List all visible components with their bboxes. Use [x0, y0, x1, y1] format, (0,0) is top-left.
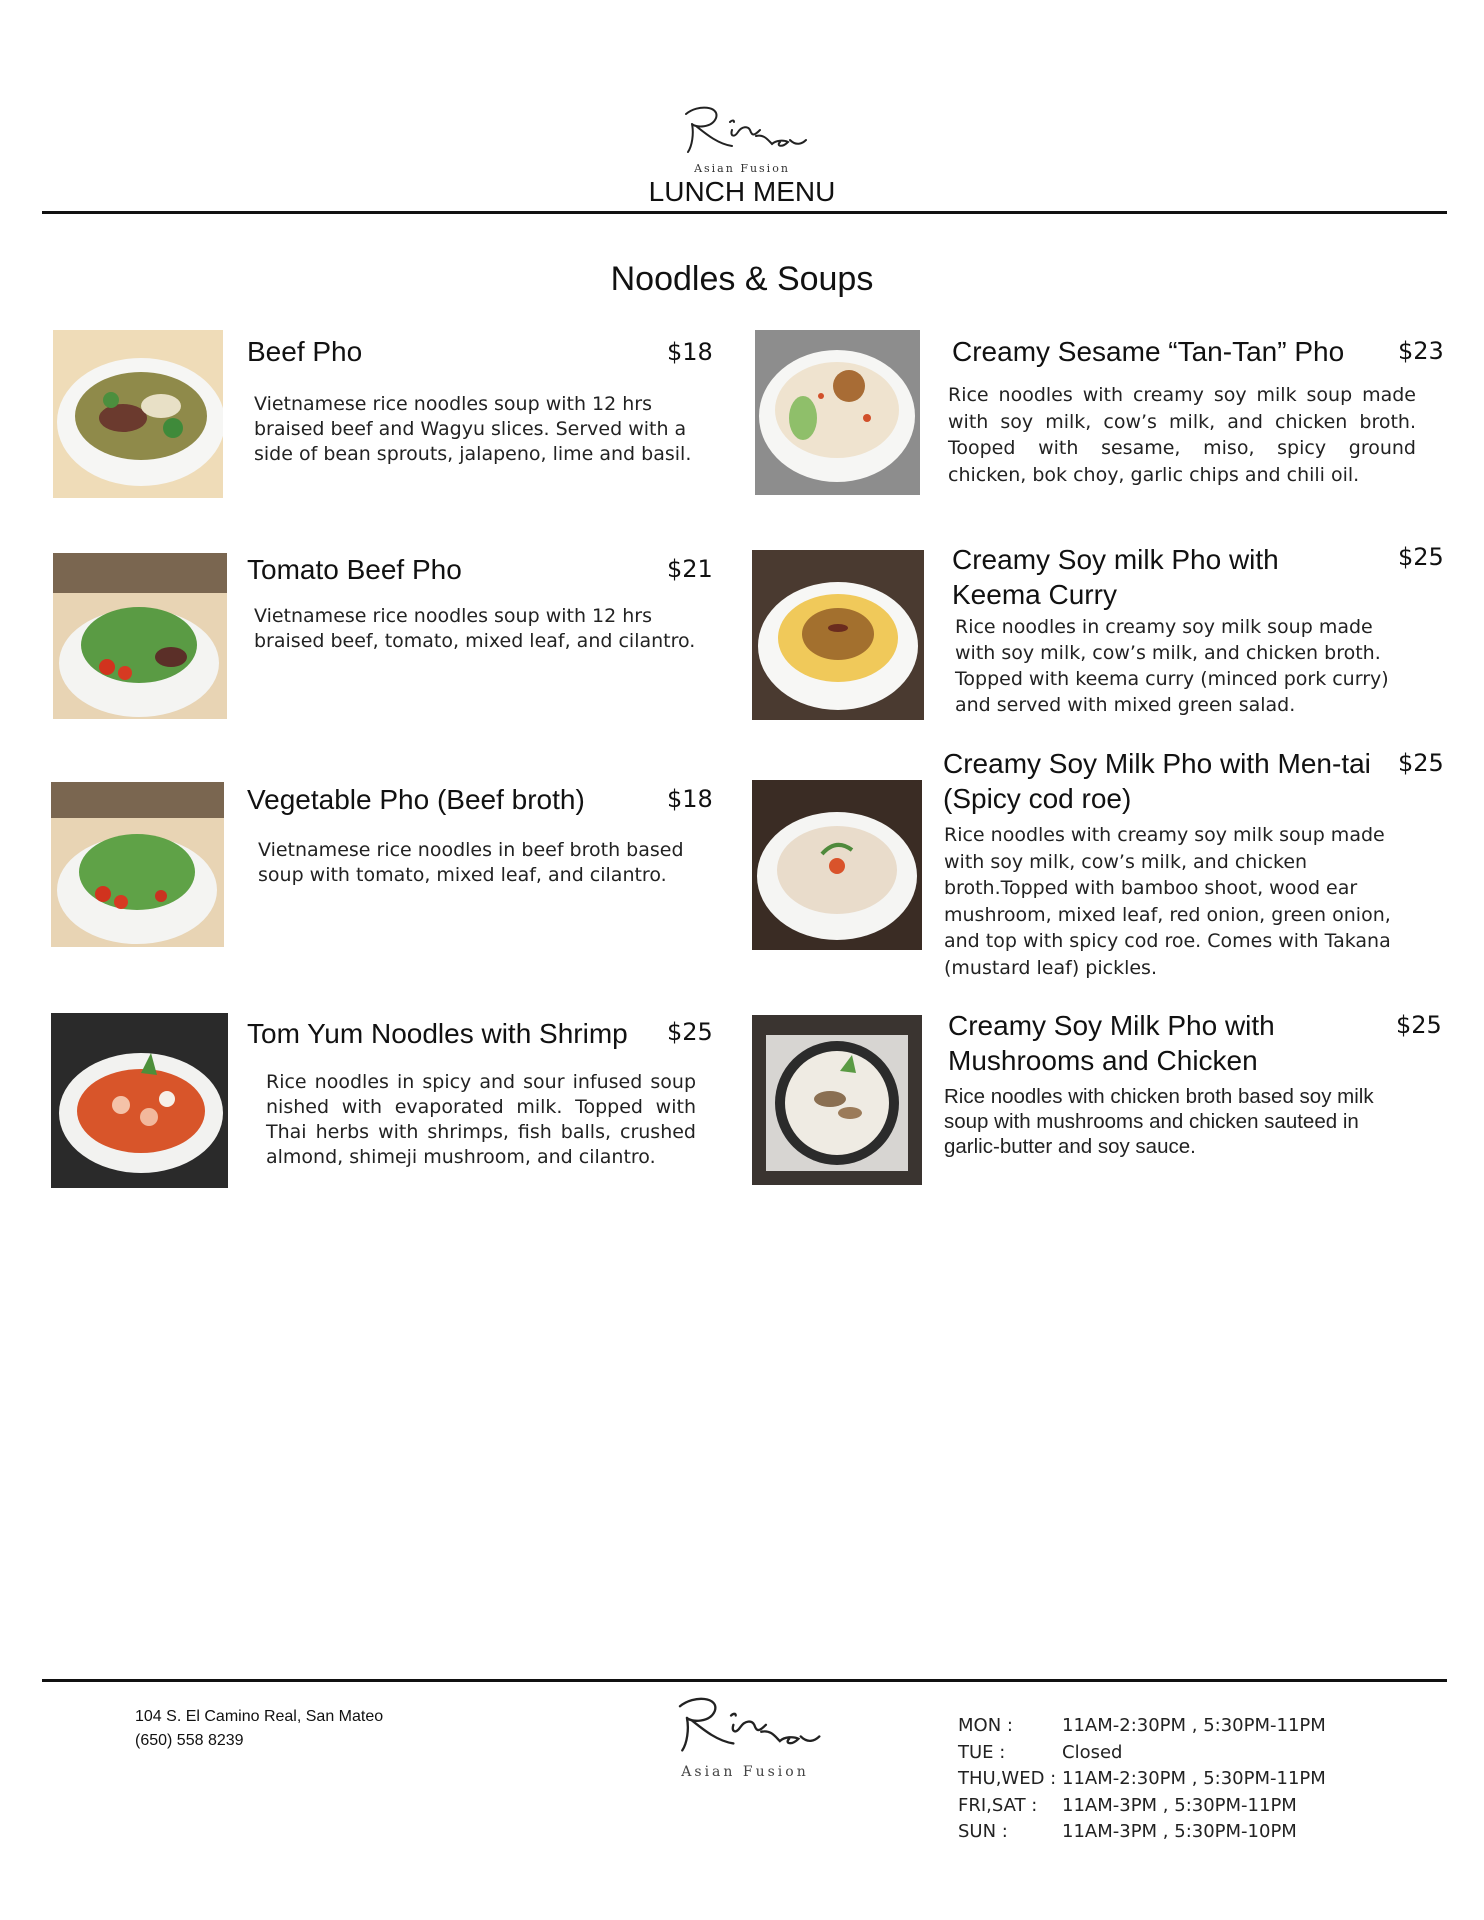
hours-day: TUE :	[958, 1741, 1006, 1763]
hours-row	[958, 1740, 1326, 1767]
tom-yum-photo	[51, 1013, 228, 1188]
address: 104 S. El Camino Real, San Mateo	[135, 1708, 384, 1725]
hours-day: FRI,SAT :	[958, 1794, 1038, 1816]
item-description: Rice noodles with creamy soy milk soup made with soy milk, cow’s milk, and chicken broth.Topped with bamboo shoot, wood ear mushroom, mixed leaf, red onion, green onion, and top with spicy cod roe. Comes with Takana (mustard leaf) pickles.	[944, 824, 1391, 979]
header-divider	[42, 211, 1447, 214]
item-description: Rice noodles in creamy soy milk soup made with soy milk, cow’s milk, and chicken broth. Topped with keema curry (minced pork curry) and served with mixed green salad.	[955, 616, 1389, 716]
keema-curry-pho-photo	[752, 550, 924, 720]
logo-subtitle: Asian Fusion	[681, 1764, 809, 1780]
hours-day: MON :	[958, 1715, 1013, 1736]
mushroom-chicken-pho-photo	[752, 1015, 922, 1185]
hours-row	[958, 1793, 1326, 1820]
hours-time: 11AM-2:30PM , 5:30PM-11PM	[1062, 1768, 1326, 1789]
item-description: Vietnamese rice noodles soup with 12 hrs braised beef, tomato, mixed leaf, and cilantro.	[254, 605, 696, 652]
item-price: $25	[1398, 543, 1444, 571]
item-description: Rice noodles in spicy and sour infused soup nished with evaporated milk. Topped with Thai herbs with shrimps, fish balls, crushed almond, shimeji mushroom, and cilantro.	[266, 1071, 696, 1168]
logo-script-mark	[660, 1690, 830, 1762]
item-name: Creamy Soy Milk Pho with Men-tai (Spicy cod roe)	[943, 748, 1371, 814]
opening-hours	[958, 1713, 1326, 1846]
vegetable-pho-photo	[51, 782, 224, 947]
footer-divider	[42, 1679, 1447, 1682]
item-price: $25	[1396, 1011, 1442, 1039]
logo-subtitle: Asian Fusion	[694, 162, 790, 175]
item-name: Creamy Sesame “Tan-Tan” Pho	[952, 336, 1345, 367]
restaurant-logo	[672, 100, 812, 180]
item-price: $21	[667, 555, 713, 583]
hours-time: 11AM-2:30PM , 5:30PM-11PM	[1062, 1715, 1326, 1736]
item-description: Rice noodles with chicken broth based soy milk soup with mushrooms and chicken sauteed in garlic-butter and soy sauce.	[944, 1085, 1374, 1158]
item-description: Rice noodles with creamy soy milk soup made with soy milk, cow’s milk, and chicken broth. Tooped with sesame, miso, spicy ground chicken, bok choy, garlic chips and chili oil.	[948, 384, 1416, 486]
hours-row	[958, 1819, 1326, 1846]
item-name: Creamy Soy milk Pho with Keema Curry	[952, 544, 1279, 610]
hours-day: THU,WED :	[958, 1768, 1057, 1789]
logo-script-mark	[672, 100, 812, 162]
tomato-beef-pho-photo	[53, 553, 227, 719]
item-price: $25	[1398, 749, 1444, 777]
item-name: Vegetable Pho (Beef broth)	[247, 784, 585, 815]
tan-tan-pho-photo	[755, 330, 920, 495]
menu-title: LUNCH MENU	[648, 176, 836, 207]
mentai-pho-photo	[752, 780, 922, 950]
item-description: Vietnamese rice noodles in beef broth based soup with tomato, mixed leaf, and cilantro.	[258, 839, 684, 886]
hours-row	[958, 1766, 1326, 1793]
hours-time: 11AM-3PM , 5:30PM-11PM	[1062, 1794, 1297, 1816]
phone-number: (650) 558 8239	[135, 1732, 244, 1749]
beef-pho-photo	[53, 330, 223, 498]
footer-contact	[135, 1705, 383, 1753]
section-title: Noodles & Soups	[610, 260, 874, 298]
item-name: Creamy Soy Milk Pho with Mushrooms and Chicken	[948, 1010, 1275, 1076]
item-price: $18	[667, 785, 713, 813]
hours-day: SUN :	[958, 1821, 1008, 1842]
item-price: $23	[1398, 337, 1444, 365]
item-name: Tom Yum Noodles with Shrimp	[247, 1018, 628, 1049]
item-name: Tomato Beef Pho	[247, 554, 462, 585]
item-price: $25	[667, 1018, 713, 1046]
item-name: Beef Pho	[247, 336, 363, 367]
footer-logo	[660, 1690, 830, 1790]
item-price: $18	[667, 338, 713, 366]
item-description: Vietnamese rice noodles soup with 12 hrs braised beef and Wagyu slices. Served with a side of bean sprouts, jalapeno, lime and basil.	[254, 393, 692, 465]
hours-time: 11AM-3PM , 5:30PM-10PM	[1062, 1821, 1297, 1842]
hours-row	[958, 1713, 1326, 1740]
hours-time: Closed	[1062, 1741, 1123, 1763]
